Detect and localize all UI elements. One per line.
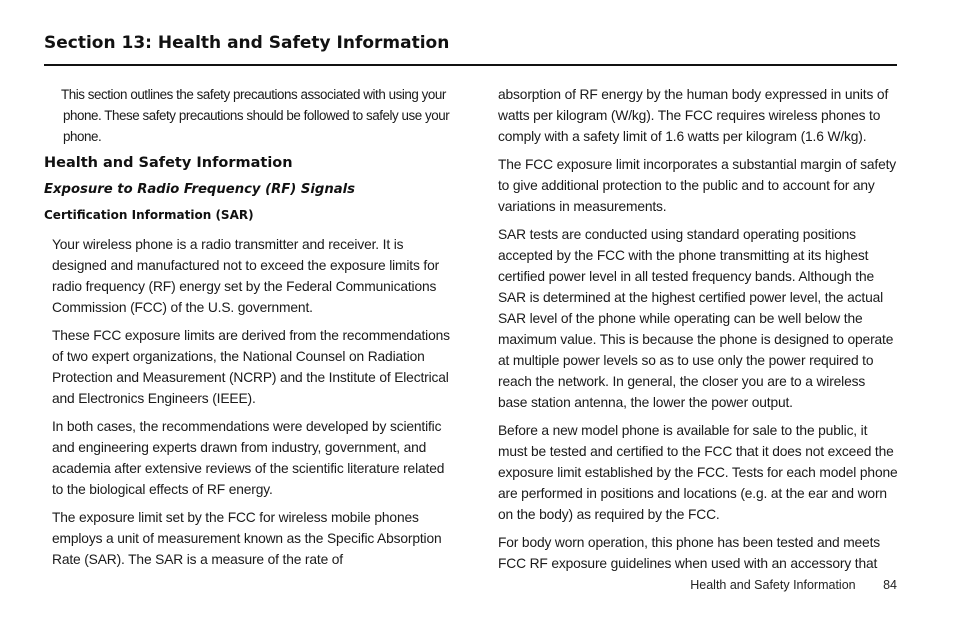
left-column	[44, 84, 454, 577]
footer-running-title: Health and Safety Information	[690, 578, 856, 592]
body-paragraph: The FCC exposure limit incorporates a substantial margin of safety to give additional protection to the public and to account for any variations in measurements.	[498, 157, 897, 214]
right-column	[498, 84, 898, 581]
heading-health-safety: Health and Safety Information	[44, 155, 293, 171]
body-paragraph: Your wireless phone is a radio transmitter and receiver. It is designed and manufactured not to exceed the exposure limits for radio frequency (RF) energy set by the Federal Communications Commission (FCC) of the U.S. government.	[52, 237, 440, 315]
title-divider	[44, 64, 897, 66]
page-title: Section 13: Health and Safety Information	[44, 33, 450, 53]
body-paragraph: absorption of RF energy by the human body expressed in units of watts per kilogram (W/kg). The FCC requires wireless phones to comply with a safety limit of 1.6 watts per kilogram (1.6 W/kg).	[498, 87, 889, 144]
page-footer	[690, 578, 897, 592]
body-paragraph: In both cases, the recommendations were developed by scientific and engineering experts drawn from industry, government, and academia after extensive reviews of the scientific literature related to the biological effects of RF energy.	[52, 419, 445, 497]
intro-paragraph: This section outlines the safety precautions associated with using your phone. These safety precautions should be followed to safely use your phone.	[61, 87, 450, 144]
body-paragraph: Before a new model phone is available for sale to the public, it must be tested and certified to the FCC that it does not exceed the exposure limit established by the FCC. Tests for each model phone are performed in positions and locations (e.g. at the ear and worn on the body) as required by the FCC.	[498, 423, 898, 522]
left-body	[52, 234, 454, 570]
heading-rf-exposure: Exposure to Radio Frequency (RF) Signals	[44, 182, 356, 197]
body-paragraph: For body worn operation, this phone has been tested and meets FCC RF exposure guidelines when used with an accessory that	[498, 535, 881, 571]
body-paragraph: SAR tests are conducted using standard operating positions accepted by the FCC with the phone transmitting at its highest certified power level in all tested frequency bands. Although the SAR is determined at the highest certified power level, the actual SAR level of the phone while operating can be well below the maximum value. This is because the phone is designed to operate at multiple power levels so as to use only the power required to reach the network. In general, the closer you are to a wireless base station antenna, the lower the power output.	[498, 227, 894, 410]
page-number: 84	[883, 578, 897, 592]
heading-sar-certification: Certification Information (SAR)	[44, 208, 254, 222]
body-paragraph: These FCC exposure limits are derived from the recommendations of two expert organizations, the National Counsel on Radiation Protection and Measurement (NCRP) and the Institute of Electrical and Electronics Engineers (IEEE).	[52, 328, 450, 406]
body-paragraph: The exposure limit set by the FCC for wireless mobile phones employs a unit of measurement known as the Specific Absorption Rate (SAR). The SAR is a measure of the rate of	[52, 510, 442, 567]
